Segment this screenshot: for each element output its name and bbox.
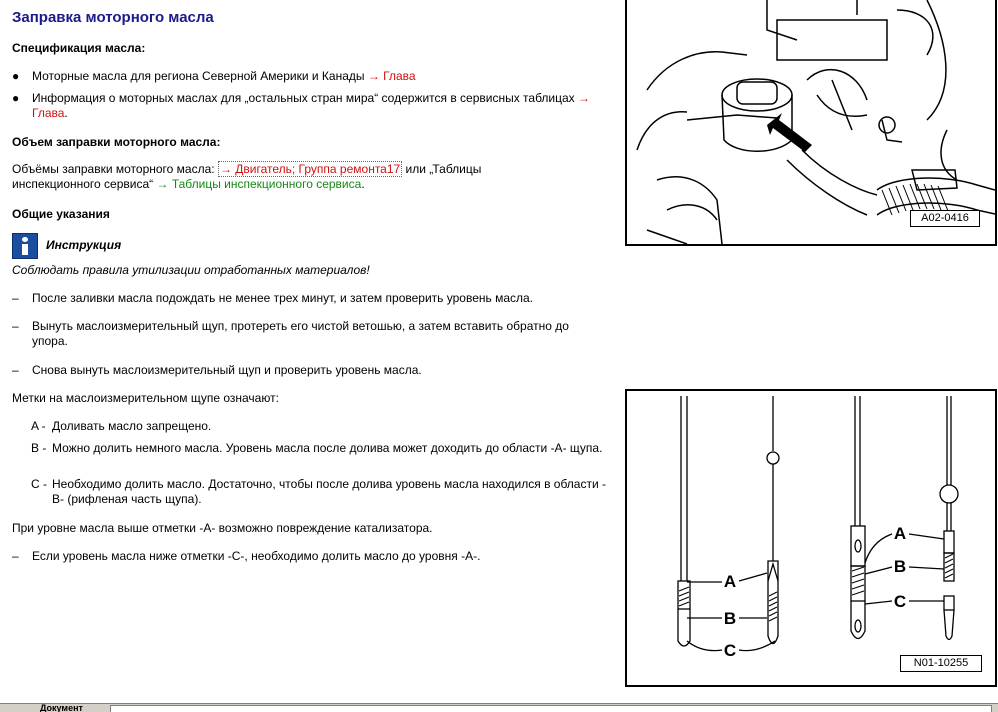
marks-intro: Метки на маслоизмерительном щупе означают: xyxy=(12,391,279,405)
mark-label-a: A xyxy=(893,524,907,543)
mark-label: B - xyxy=(31,441,47,455)
engine-filler-figure xyxy=(625,0,997,246)
oil-volume-text: Объёмы заправки моторного масла: xyxy=(12,162,218,176)
mark-label-c: C xyxy=(893,592,907,611)
dash-marker: – xyxy=(12,549,19,563)
general-heading: Общие указания xyxy=(12,207,110,221)
mark-label: C - xyxy=(31,477,47,491)
engine-drawing xyxy=(627,0,995,244)
oil-volume-text-end: . xyxy=(361,177,365,191)
oil-spec-item-text: Информация о моторных маслах для „остальных стран мира“ содержится в сервисных таблицах xyxy=(32,91,579,105)
step-text: После заливки масла подождать не менее трех минут, и затем проверить уровень масла. xyxy=(32,291,534,305)
note-text: Соблюдать правила утилизации отработанных материалов! xyxy=(12,263,370,277)
dipstick-figure xyxy=(625,389,997,687)
oil-volume-paragraph xyxy=(12,162,572,192)
oil-volume-heading: Объем заправки моторного масла: xyxy=(12,135,221,149)
figure-code: N01-10255 xyxy=(900,655,982,672)
dash-marker: – xyxy=(12,319,19,333)
oil-spec-item-tail: . xyxy=(64,106,68,120)
step-text: Если уровень масла ниже отметки -C-, необходимо долить масло до уровня -A-. xyxy=(32,549,481,563)
dash-marker: – xyxy=(12,363,19,377)
dipstick-drawing xyxy=(627,391,995,685)
note-title: Инструкция xyxy=(46,238,122,252)
step-text: Вынуть маслоизмерительный щуп, протереть его чистой ветошью, а затем вставить обратно до упора. xyxy=(32,319,569,348)
oil-volume-text-middle: или „Таблицы инспекционного сервиса“ xyxy=(12,162,482,191)
mark-label-b: B xyxy=(723,609,737,628)
figure-code: A02-0416 xyxy=(910,210,980,227)
catalyst-warning: При уровне масла выше отметки -A- возможно повреждение катализатора. xyxy=(12,521,433,535)
status-label: Документ xyxy=(40,703,83,712)
bullet: ● xyxy=(12,91,20,105)
mark-label-b: B xyxy=(893,557,907,576)
mark-text: Доливать масло запрещено. xyxy=(52,419,212,433)
arrow-icon xyxy=(767,113,812,152)
chapter-link[interactable]: → Глава xyxy=(32,91,591,120)
mark-text: Необходимо долить масло. Достаточно, чтобы после долива уровень масла находился в области -B- (рифленая часть щупа). xyxy=(52,477,607,506)
engine-repair-group-link[interactable]: → Двигатель; Группа ремонта17 xyxy=(219,162,401,176)
mark-label-c: C xyxy=(723,641,737,660)
step-text: Снова вынуть маслоизмерительный щуп и проверить уровень масла. xyxy=(32,363,422,377)
inspection-tables-link[interactable]: → Таблицы инспекционного сервиса xyxy=(156,177,362,191)
chapter-link[interactable]: → Глава xyxy=(367,69,416,83)
oil-spec-item-text: Моторные масла для региона Северной Америки и Канады xyxy=(32,69,368,83)
page-title: Заправка моторного масла xyxy=(12,9,214,26)
info-icon xyxy=(12,233,38,259)
mark-label: A - xyxy=(31,419,46,433)
mark-text: Можно долить немного масла. Уровень масла после долива может доходить до области -A- щупа. xyxy=(52,441,603,455)
mark-label-a: A xyxy=(723,572,737,591)
oil-spec-heading: Спецификация масла: xyxy=(12,41,146,55)
bullet: ● xyxy=(12,69,20,83)
dash-marker: – xyxy=(12,291,19,305)
